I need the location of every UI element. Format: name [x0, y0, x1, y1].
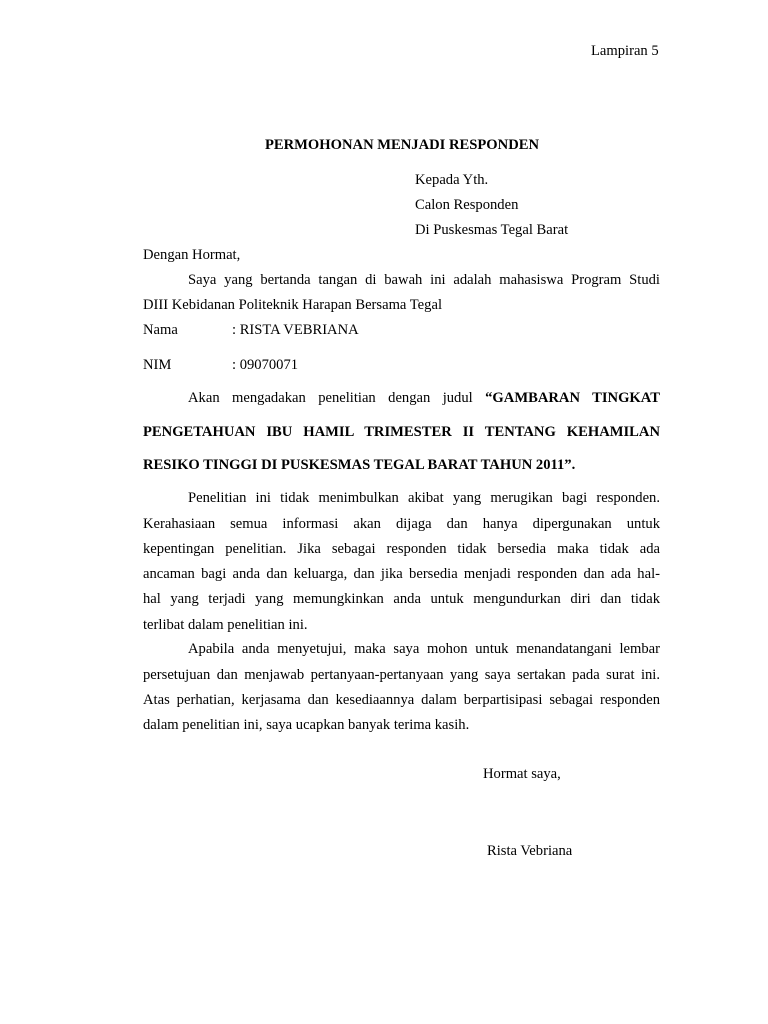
intro-line-1: Saya yang bertanda tangan di bawah ini adalah mahasiswa Program Studi	[188, 272, 660, 288]
paragraph1-line-3: kepentingan penelitian. Jika sebagai responden tidak bersedia maka tidak ada	[143, 541, 660, 557]
attachment-label: Lampiran 5	[591, 43, 659, 59]
paragraph1-line-6: terlibat dalam penelitian ini.	[143, 617, 308, 633]
research-title-line-2: PENGETAHUAN IBU HAMIL TRIMESTER II TENTANG KEHAMILAN	[143, 424, 660, 440]
paragraph1-line-5: hal yang terjadi yang memungkinkan anda untuk mengundurkan diri dan tidak	[143, 591, 660, 607]
paragraph2-line-4: dalam penelitian ini, saya ucapkan banyak terima kasih.	[143, 717, 470, 733]
research-title-part-1: “GAMBARAN TINGKAT	[485, 390, 660, 406]
intro-line-2: DIII Kebidanan Politeknik Harapan Bersama Tegal	[143, 297, 442, 313]
letter-title: PERMOHONAN MENJADI RESPONDEN	[264, 137, 540, 153]
paragraph2-line-3: Atas perhatian, kerjasama dan kesediaannya dalam berpartisipasi sebagai responden	[143, 692, 660, 708]
research-title-line-3: RESIKO TINGGI DI PUSKESMAS TEGAL BARAT TAHUN 2011”.	[143, 457, 576, 473]
paragraph1-line-4: ancaman bagi anda dan keluarga, dan jika bersedia menjadi responden dan ada hal-	[143, 566, 660, 582]
recipient-line-3: Di Puskesmas Tegal Barat	[415, 222, 569, 238]
name-label: Nama	[143, 322, 178, 338]
paragraph2-line-2: persetujuan dan menjawab pertanyaan-pertanyaan yang saya sertakan pada surat ini.	[143, 667, 660, 683]
paragraph1-line-1: Penelitian ini tidak menimbulkan akibat yang merugikan bagi responden.	[188, 490, 660, 506]
name-value: : RISTA VEBRIANA	[232, 322, 359, 338]
recipient-line-1: Kepada Yth.	[415, 172, 489, 188]
research-lead: Akan mengadakan penelitian dengan judul	[188, 390, 486, 406]
paragraph1-line-2: Kerahasiaan semua informasi akan dijaga dan hanya dipergunakan untuk	[143, 516, 660, 532]
nim-value: : 09070071	[232, 357, 299, 373]
greeting: Dengan Hormat,	[143, 247, 241, 263]
nim-label: NIM	[143, 357, 172, 373]
signatory-name: Rista Vebriana	[487, 843, 573, 859]
research-title-line-1	[143, 390, 660, 407]
closing-salutation: Hormat saya,	[483, 766, 561, 782]
paragraph2-line-1: Apabila anda menyetujui, maka saya mohon untuk menandatangani lembar	[188, 641, 660, 657]
recipient-line-2: Calon Responden	[415, 197, 519, 213]
